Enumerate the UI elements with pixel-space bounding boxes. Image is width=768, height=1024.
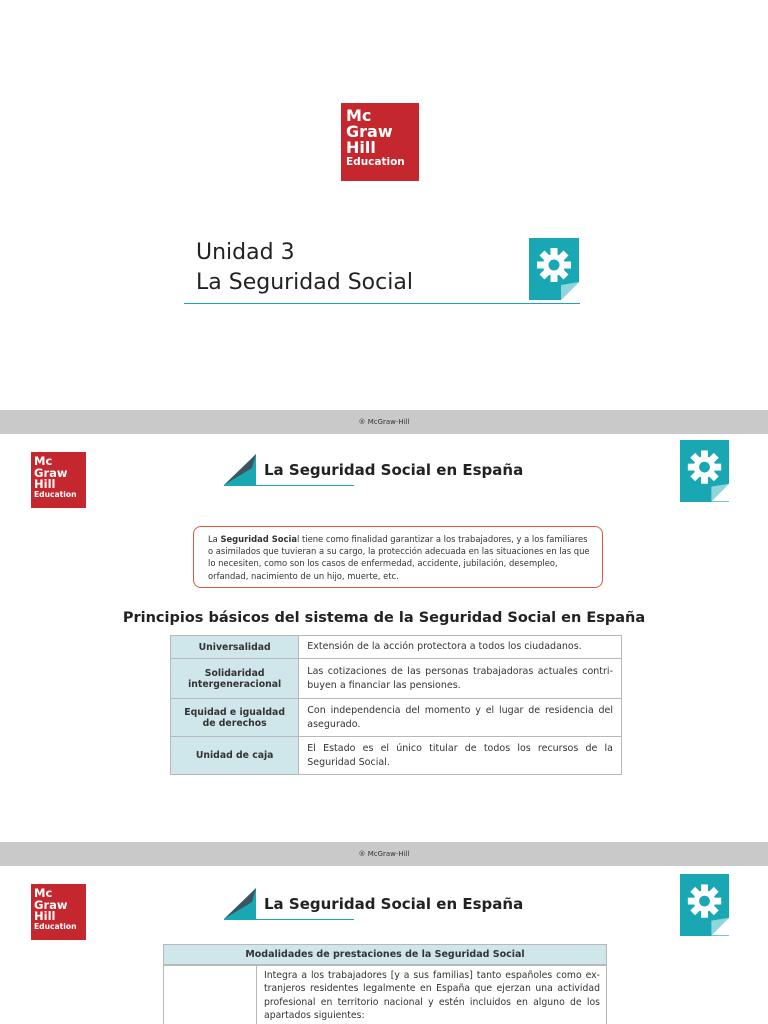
heading-underline (224, 485, 354, 486)
mcgraw-hill-logo: Mc Graw Hill Education (31, 452, 86, 508)
table-row (163, 965, 607, 1024)
principle-name: Equidad e igualdad de derechos (171, 699, 299, 737)
principle-description: El Estado es el único titular de todos los recursos de la Seguridad Social. (299, 737, 622, 775)
unit-number: Unidad 3 (196, 240, 295, 265)
principle-description: Con independencia del momento y el lugar de residencia del asegurado. (299, 699, 622, 737)
settings-document-icon (680, 874, 729, 936)
table-row (171, 699, 622, 737)
footer-copyright: ® McGraw-Hill (358, 418, 410, 426)
triangle-icon (222, 454, 258, 486)
benefit-description: Integra a los trabajadores [y a sus familias] tanto españoles como ex-tranjeros residentes legalmente en España que ejerzan una actividad profesional en territorio nacional y estén incluidos en alguno de los apartados siguientes: (264, 970, 600, 1022)
definition-callout: La Seguridad Social tiene como finalidad garantizar a los trabajadores, y a los familiares o asimilados que tuvieran a su cargo, la protección adecuada en las situaciones en las que lo necesiten, como son los casos de enfermedad, accidente, jubilación, desempleo, orfandad, nacimiento de un hijo, muerte, etc. (193, 526, 603, 588)
slide-principles (0, 434, 768, 844)
section-heading (222, 454, 523, 486)
gear-icon (680, 440, 729, 502)
table-row (171, 636, 622, 659)
principle-description: Extensión de la acción protectora a todos los ciudadanos. (299, 636, 622, 659)
section-heading-text: La Seguridad Social en España (264, 461, 524, 479)
title-underline (184, 303, 580, 304)
benefits-table-header: Modalidades de prestaciones de la Seguridad Social (163, 944, 607, 965)
unit-title (196, 238, 413, 297)
footer-bar (0, 842, 768, 866)
settings-document-icon (529, 238, 579, 300)
settings-document-icon (680, 440, 729, 502)
table-row (171, 737, 622, 775)
slide-title (0, 0, 768, 410)
section-heading (222, 888, 523, 920)
principle-description: Las cotizaciones de las personas trabajadoras actuales contri-buyen a financiar las pensiones. (299, 659, 622, 699)
footer-copyright: ® McGraw-Hill (358, 850, 410, 858)
footer-bar (0, 410, 768, 434)
principle-name: Unidad de caja (171, 737, 299, 775)
principle-name: Universalidad (171, 636, 299, 659)
section-heading-text: La Seguridad Social en España (264, 895, 524, 913)
gear-icon (529, 238, 579, 300)
slide-benefits (0, 866, 768, 1024)
principle-name: Solidaridad intergeneracional (171, 659, 299, 699)
mcgraw-hill-logo: Mc Graw Hill Education (31, 884, 86, 940)
gear-icon (680, 874, 729, 936)
heading-underline (224, 919, 354, 920)
principles-subtitle: Principios básicos del sistema de la Seguridad Social en España (122, 610, 646, 626)
table-row (171, 659, 622, 699)
principles-table (170, 635, 622, 775)
triangle-icon (222, 888, 258, 920)
mcgraw-hill-logo: Mc Graw Hill Education (341, 103, 419, 181)
unit-name: La Seguridad Social (196, 269, 413, 295)
